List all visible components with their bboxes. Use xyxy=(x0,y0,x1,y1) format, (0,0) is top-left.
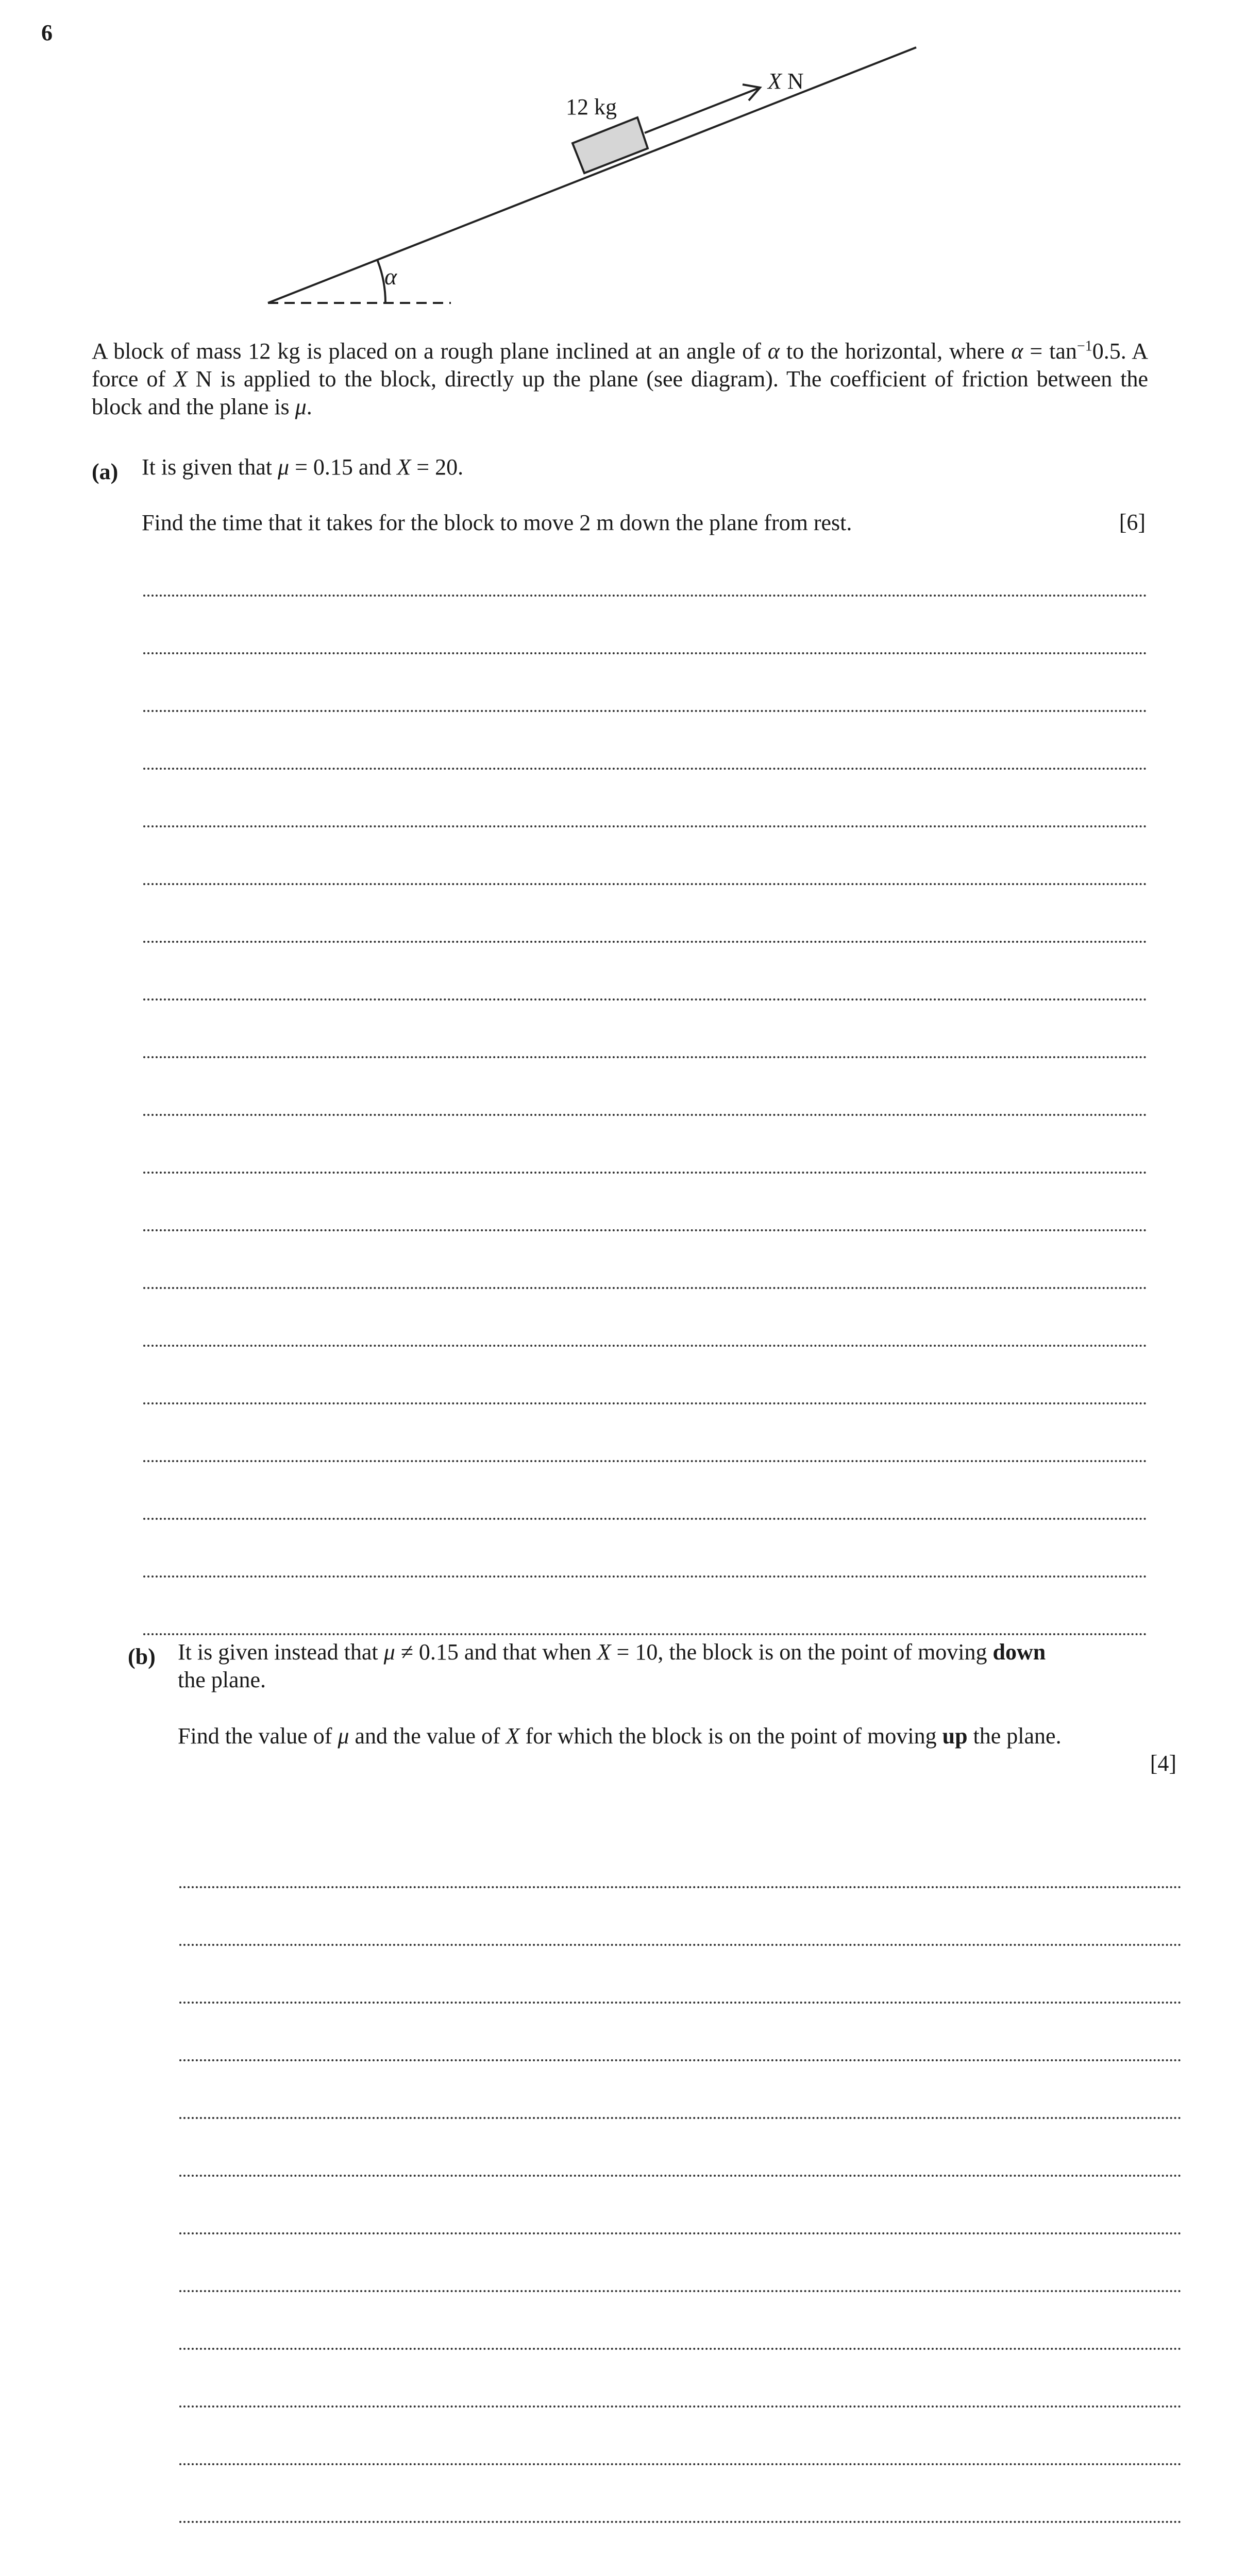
answer-line-b[interactable] xyxy=(179,2290,1182,2292)
answer-line-b[interactable] xyxy=(179,2232,1182,2234)
answer-line-b[interactable] xyxy=(179,2002,1182,2004)
answer-line-a[interactable] xyxy=(143,825,1147,827)
answer-line-a[interactable] xyxy=(143,1345,1147,1347)
answer-line-a[interactable] xyxy=(143,1229,1147,1231)
answer-line-b[interactable] xyxy=(179,2463,1182,2465)
answer-line-b[interactable] xyxy=(179,2521,1182,2523)
answer-line-a[interactable] xyxy=(143,1402,1147,1404)
part-a-given: It is given that μ = 0.15 and X = 20. xyxy=(142,454,464,480)
answer-line-b[interactable] xyxy=(179,2117,1182,2119)
mass-label: 12 kg xyxy=(566,94,617,120)
answer-line-a[interactable] xyxy=(143,883,1147,885)
answer-line-a[interactable] xyxy=(143,941,1147,943)
part-a-question: Find the time that it takes for the block to move 2 m down the plane from rest. xyxy=(142,510,852,535)
answer-line-a[interactable] xyxy=(143,710,1147,712)
part-a-label: (a) xyxy=(92,459,119,484)
angle-label: α xyxy=(384,263,397,290)
answer-line-b[interactable] xyxy=(179,1886,1182,1888)
answer-line-a[interactable] xyxy=(143,1518,1147,1520)
answer-line-a[interactable] xyxy=(143,1056,1147,1058)
part-b-given: It is given instead that μ ≠ 0.15 and that when X = 10, the block is on the point of moving down the plane. xyxy=(178,1639,1046,1692)
answer-line-b[interactable] xyxy=(179,2059,1182,2061)
answer-line-a[interactable] xyxy=(143,1460,1147,1462)
answer-line-b[interactable] xyxy=(179,1944,1182,1946)
question-stem: A block of mass 12 kg is placed on a rough plane inclined at an angle of α to the horizontal, where $\alpha = \tan^{-1}0.5$. A force of X N is applied to the block, directly up the plane (see diagram). The coefficient of friction between the block and the plane is μ. xyxy=(92,338,1149,419)
force-label: X N xyxy=(768,69,804,94)
answer-line-a[interactable] xyxy=(143,652,1147,654)
answer-line-b[interactable] xyxy=(179,2405,1182,2408)
answer-line-a[interactable] xyxy=(143,1287,1147,1289)
inclined-plane-diagram xyxy=(0,0,1246,330)
part-a-marks: [6] xyxy=(1119,510,1146,535)
answer-line-a[interactable] xyxy=(143,768,1147,770)
answer-line-a[interactable] xyxy=(143,1172,1147,1174)
answer-line-a[interactable] xyxy=(143,595,1147,597)
part-b-question: Find the value of μ and the value of X for which the block is on the point of moving up the plane. xyxy=(178,1723,1062,1749)
block-shape xyxy=(573,117,648,173)
part-b-marks: [4] xyxy=(1150,1751,1176,1776)
inclined-plane-line xyxy=(268,47,916,303)
answer-line-a[interactable] xyxy=(143,998,1147,1001)
force-arrow-shaft xyxy=(645,88,760,133)
part-b-label: (b) xyxy=(128,1644,156,1669)
answer-line-b[interactable] xyxy=(179,2175,1182,2177)
question-number: 6 xyxy=(41,20,53,45)
answer-line-b[interactable] xyxy=(179,2348,1182,2350)
answer-line-a[interactable] xyxy=(143,1633,1147,1635)
answer-line-a[interactable] xyxy=(143,1575,1147,1578)
answer-line-a[interactable] xyxy=(143,1114,1147,1116)
